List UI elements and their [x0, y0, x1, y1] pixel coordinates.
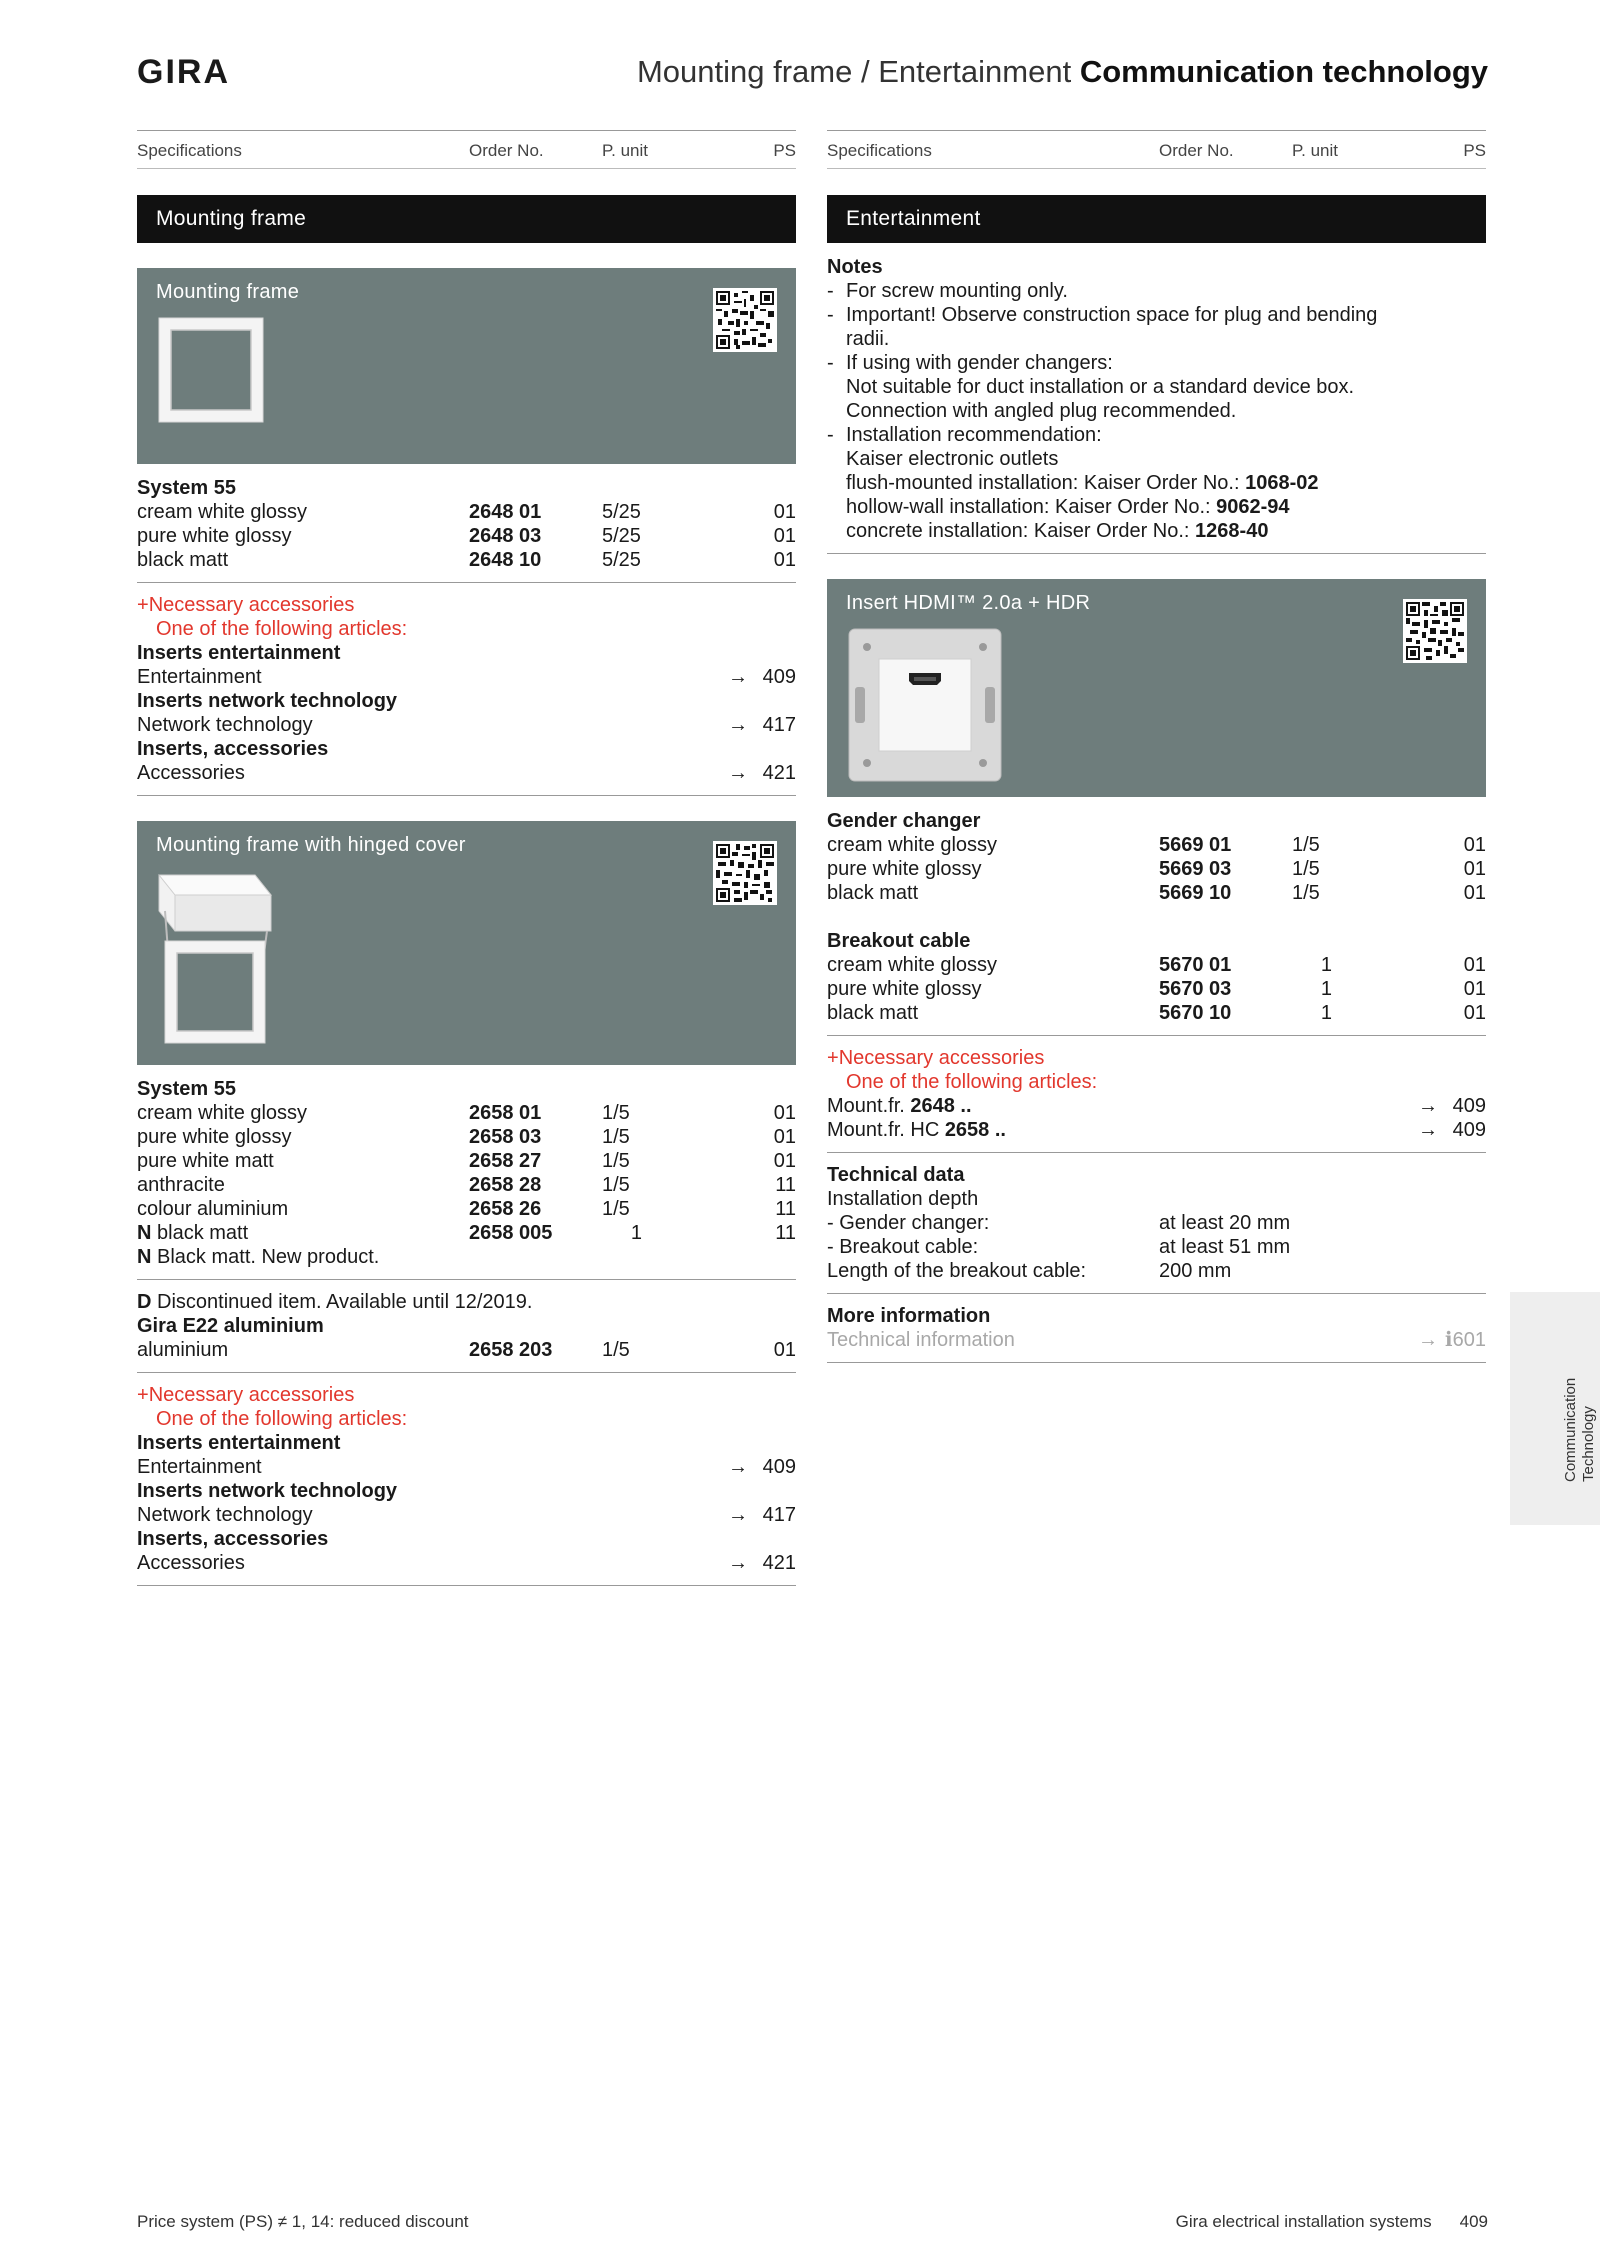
accessories-subheading: One of the following articles: — [156, 618, 408, 640]
list-item: concrete installation: Kaiser Order No.: 1268-40 — [846, 520, 1269, 542]
divider — [137, 1585, 796, 1586]
table-row: aluminium 2658 203 1/5 01 — [137, 1339, 796, 1361]
accessories-subheading: One of the following articles: — [846, 1071, 1098, 1093]
list-item: Kaiser electronic outlets — [846, 448, 1059, 470]
page-title-light: Mounting frame / Entertainment — [636, 54, 1072, 89]
table-row: cream white glossy 5669 01 1/5 01 — [827, 834, 1486, 856]
plus-icon: + — [827, 1047, 839, 1069]
spec-header-specifications: Specifications — [827, 141, 932, 160]
arrow-right-icon: → — [1418, 1329, 1438, 1351]
table-row: cream white glossy 2658 01 1/5 01 — [137, 1102, 796, 1124]
list-item: - Installation recommendation: — [827, 424, 1102, 446]
table-row: cream white glossy 2648 01 5/25 01 — [137, 501, 796, 523]
tech-row: Length of the breakout cable: 200 mm — [827, 1260, 1232, 1282]
right-column — [827, 130, 1486, 1363]
table-row: pure white glossy 5669 03 1/5 01 — [827, 858, 1486, 880]
spec-header-p-unit: P. unit — [602, 141, 649, 160]
arrow-right-icon: → — [728, 1552, 748, 1574]
table-row: pure white matt 2658 27 1/5 01 — [137, 1150, 796, 1172]
list-item: hollow-wall installation: Kaiser Order No.: 9062-94 — [846, 496, 1290, 518]
spec-header-order-no: Order No. — [469, 141, 544, 160]
hdmi-insert-image — [847, 627, 1003, 783]
category-bar-mounting-frame: Mounting frame — [137, 195, 796, 243]
qr-code-icon[interactable] — [713, 841, 777, 905]
arrow-right-icon: → — [728, 762, 748, 784]
new-product-note: N Black matt. New product. — [137, 1246, 380, 1268]
table-row: colour aluminium 2658 26 1/5 11 — [137, 1198, 796, 1220]
spec-header-left — [137, 130, 796, 168]
divider — [137, 795, 796, 796]
more-information-heading: More information — [827, 1305, 991, 1327]
list-item: - For screw mounting only. — [827, 280, 1068, 302]
list-item: radii. — [846, 328, 890, 350]
product-box-title: Insert HDMI™ 2.0a + HDR — [846, 592, 1091, 614]
arrow-right-icon: → — [1418, 1095, 1438, 1117]
arrow-right-icon: → — [728, 666, 748, 688]
spec-header-specifications: Specifications — [137, 141, 242, 160]
list-item: - If using with gender changers: — [827, 352, 1113, 374]
system-55-heading: System 55 — [137, 1078, 236, 1100]
arrow-right-icon: → — [1418, 1119, 1438, 1141]
table-row: anthracite 2658 28 1/5 11 — [137, 1174, 796, 1196]
accessory-link-network[interactable]: Network technology → 417 — [137, 714, 796, 736]
installation-depth-label: Installation depth — [827, 1188, 979, 1210]
breakout-cable-heading: Breakout cable — [827, 930, 971, 952]
arrow-right-icon: → — [728, 1456, 748, 1478]
qr-code-icon[interactable] — [713, 288, 777, 352]
spec-header-ps: PS — [1463, 141, 1486, 160]
table-row: pure white glossy 2648 03 5/25 01 — [137, 525, 796, 547]
spec-header-rule — [827, 168, 1486, 169]
necessary-accessories-heading: +Necessary accessories — [827, 1047, 1045, 1069]
list-item: Connection with angled plug recommended. — [846, 400, 1237, 422]
table-row: N black matt 2658 005 1 11 — [137, 1222, 796, 1244]
technical-data-heading: Technical data — [827, 1164, 965, 1186]
list-item: flush-mounted installation: Kaiser Order No.: 1068-02 — [846, 472, 1319, 494]
accessory-group-heading: Inserts, accessories — [137, 738, 329, 760]
page-title-bold: Communication technology — [1079, 54, 1488, 89]
page-title — [637, 52, 1488, 92]
footer-brand-text: Gira electrical installation systems — [1175, 2212, 1432, 2231]
e22-heading: Gira E22 aluminium — [137, 1315, 324, 1337]
list-item: - Important! Observe construction space for plug and bending — [827, 304, 1378, 326]
gender-changer-heading: Gender changer — [827, 810, 981, 832]
mounting-frame-image — [157, 316, 265, 424]
product-box-hinged-cover — [137, 821, 796, 1065]
product-box-title: Mounting frame — [156, 281, 300, 303]
accessory-group-heading: Inserts, accessories — [137, 1528, 329, 1550]
accessory-link-accessories[interactable]: Accessories → 421 — [137, 1552, 796, 1574]
spec-header-rule — [137, 168, 796, 169]
accessory-group-heading: Inserts network technology — [137, 1480, 398, 1502]
table-row: pure white glossy 5670 03 1 01 — [827, 978, 1486, 1000]
tech-row: - Gender changer: at least 20 mm — [827, 1212, 1291, 1234]
system-55-heading: System 55 — [137, 477, 236, 499]
footer-right — [1176, 2210, 1488, 2234]
necessary-accessories-heading: +Necessary accessories — [137, 1384, 355, 1406]
accessory-link-mounting-frame[interactable]: Mount.fr. 2648 .. → 409 — [827, 1095, 1486, 1117]
table-row: pure white glossy 2658 03 1/5 01 — [137, 1126, 796, 1148]
spec-header-ps: PS — [773, 141, 796, 160]
accessory-group-heading: Inserts network technology — [137, 690, 398, 712]
spec-header-p-unit: P. unit — [1292, 141, 1339, 160]
divider — [827, 553, 1486, 554]
gira-logo: GIRA — [137, 53, 230, 91]
accessory-link-accessories[interactable]: Accessories → 421 — [137, 762, 796, 784]
accessory-link-entertainment[interactable]: Entertainment → 409 — [137, 1456, 796, 1478]
side-tab-label: Communication Technology — [1562, 1377, 1597, 1482]
page-number: 409 — [1459, 2212, 1488, 2231]
hinged-order-list — [137, 1101, 796, 1245]
table-row: cream white glossy 5670 01 1 01 — [827, 954, 1486, 976]
category-bar-entertainment: Entertainment — [827, 195, 1486, 243]
necessary-accessories-heading: +Necessary accessories — [137, 594, 355, 616]
product-box-title: Mounting frame with hinged cover — [156, 834, 466, 856]
divider — [827, 1362, 1486, 1363]
product-box-hdmi-insert — [827, 579, 1486, 797]
product-box-mounting-frame — [137, 268, 796, 464]
left-column — [137, 130, 796, 1586]
spec-header-order-no: Order No. — [1159, 141, 1234, 160]
notes-heading: Notes — [827, 256, 883, 278]
plus-icon: + — [137, 1384, 149, 1406]
table-row: black matt 5670 10 1 01 — [827, 1002, 1486, 1024]
footer-price-note: Price system (PS) ≠ 1, 14: reduced discount — [137, 2212, 469, 2231]
qr-code-icon[interactable] — [1403, 599, 1467, 663]
technical-information-link[interactable]: Technical information → ℹ601 — [827, 1329, 1486, 1351]
plus-icon: + — [137, 594, 149, 616]
accessory-group-heading: Inserts entertainment — [137, 1432, 341, 1454]
frame-order-list — [137, 500, 796, 572]
discontinued-note: D Discontinued item. Available until 12/2019. — [137, 1291, 533, 1313]
info-icon: ℹ — [1445, 1329, 1453, 1351]
table-row: black matt 5669 10 1/5 01 — [827, 882, 1486, 904]
accessory-link-entertainment[interactable]: Entertainment → 409 — [137, 666, 796, 688]
arrow-right-icon: → — [728, 1504, 748, 1526]
notes-list — [827, 279, 1486, 543]
list-item: Not suitable for duct installation or a standard device box. — [846, 376, 1355, 398]
accessory-link-network[interactable]: Network technology → 417 — [137, 1504, 796, 1526]
hinged-frame-image — [155, 871, 273, 1047]
spec-header-right — [827, 130, 1486, 168]
arrow-right-icon: → — [728, 714, 748, 736]
tech-row: - Breakout cable: at least 51 mm — [827, 1236, 1291, 1258]
side-tab-communication-technology[interactable] — [1510, 1292, 1600, 1525]
accessories-subheading: One of the following articles: — [156, 1408, 408, 1430]
accessory-group-heading: Inserts entertainment — [137, 642, 341, 664]
table-row: black matt 2648 10 5/25 01 — [137, 549, 796, 571]
accessory-link-mounting-frame-hc[interactable]: Mount.fr. HC 2658 .. → 409 — [827, 1119, 1486, 1141]
